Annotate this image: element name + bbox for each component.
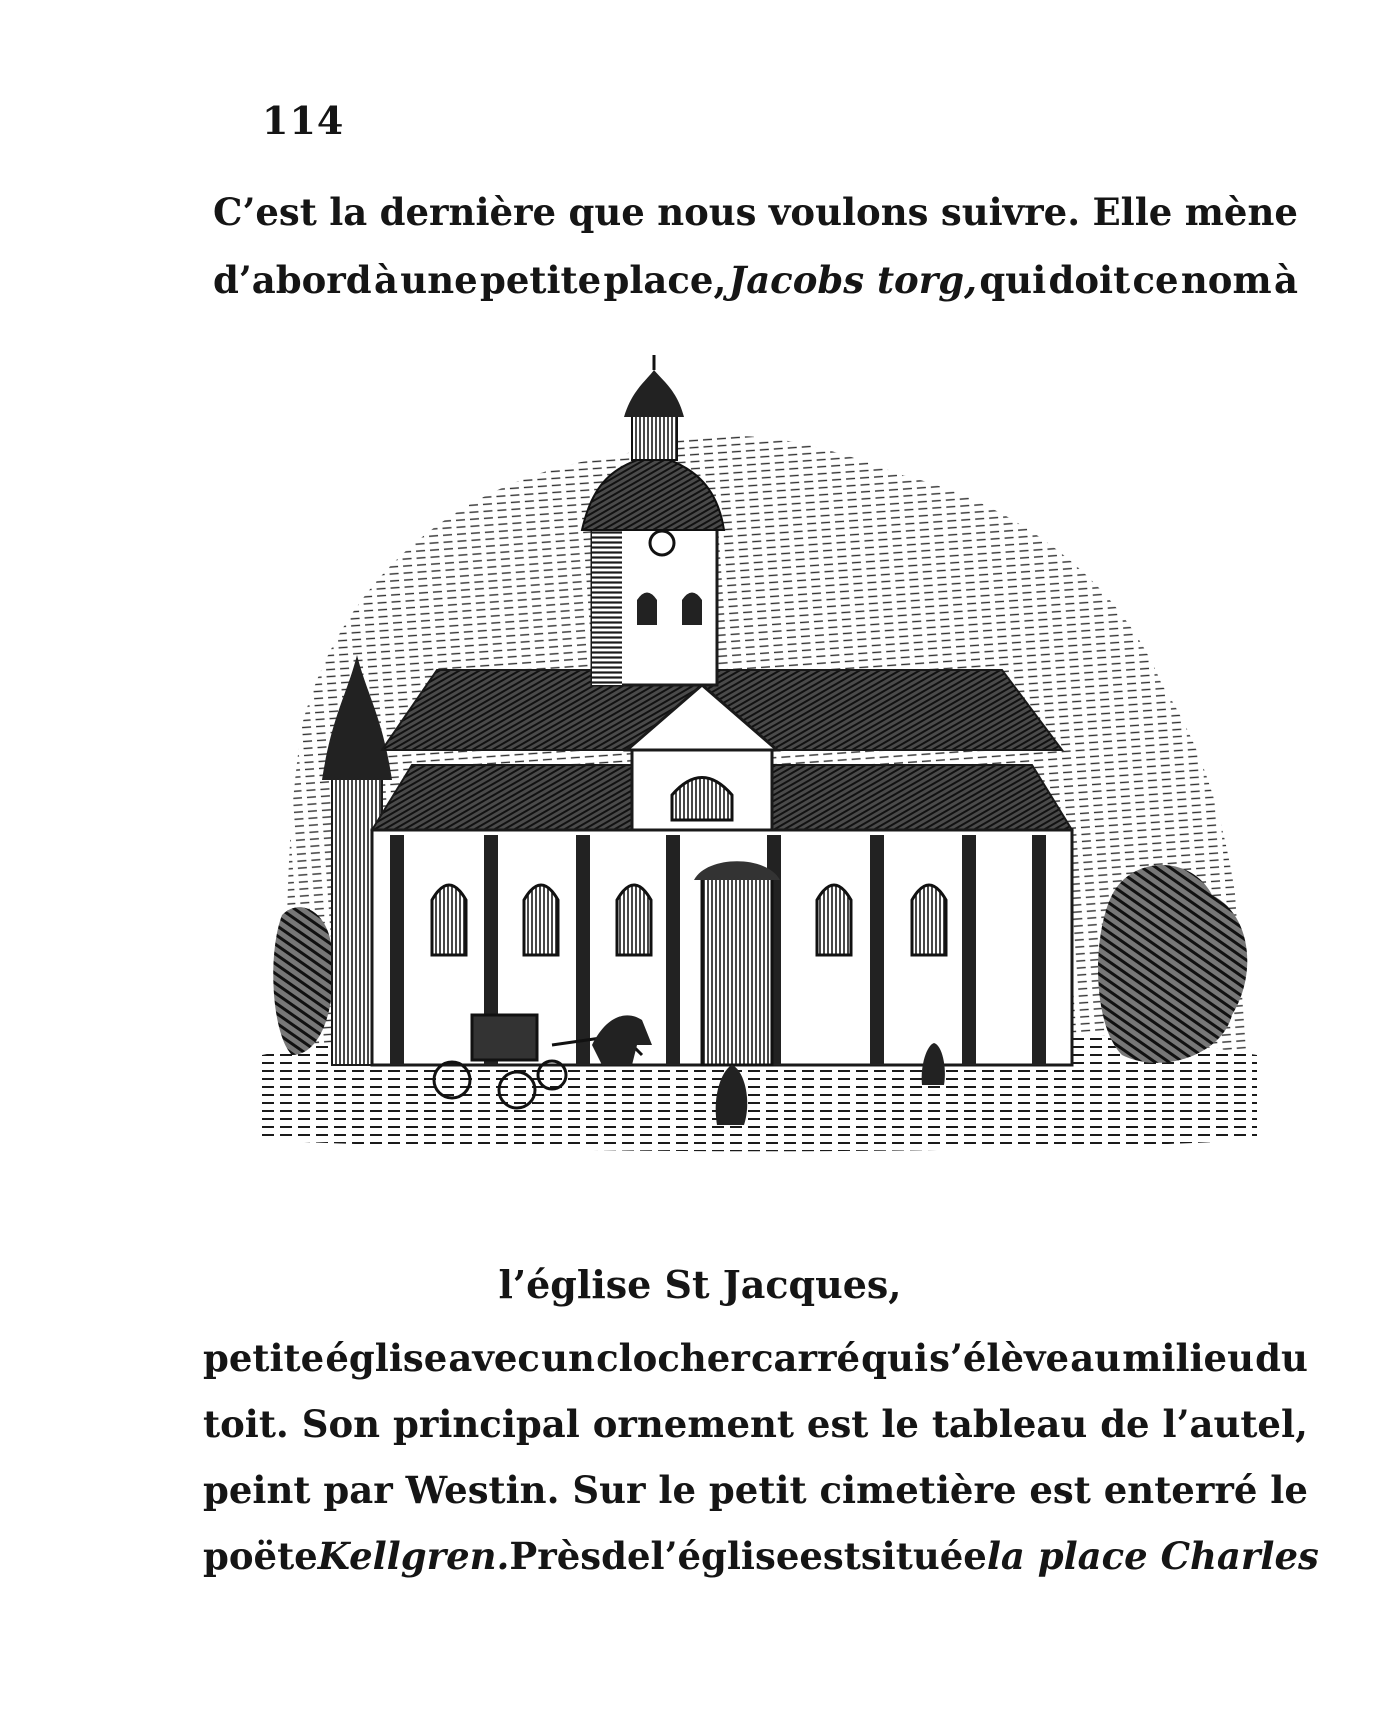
word: principal (392, 1402, 580, 1446)
word: est (799, 1534, 861, 1578)
word: Son (301, 1402, 381, 1446)
word: est (806, 1402, 869, 1446)
word: petite (479, 258, 602, 302)
page-number: 114 (262, 98, 345, 143)
word: que (568, 190, 645, 234)
word: l’église (650, 1534, 800, 1578)
word-italic: Jacobs torg, (728, 258, 977, 302)
word: la (329, 190, 368, 234)
word: le (658, 1468, 697, 1512)
word: ce (1132, 258, 1179, 302)
word: le (1270, 1468, 1308, 1512)
word: nous (657, 190, 757, 234)
word: église (325, 1336, 448, 1380)
word: à (1273, 258, 1298, 302)
word: doit (1048, 258, 1131, 302)
word: avec (448, 1336, 540, 1380)
word: à (373, 258, 398, 302)
word: mène (1184, 190, 1298, 234)
lantern (632, 415, 677, 460)
portal (702, 875, 772, 1065)
word: au (1070, 1336, 1122, 1380)
word: Sur (572, 1468, 646, 1512)
word: clocher (596, 1336, 750, 1380)
word: un (541, 1336, 595, 1380)
word: peint (203, 1468, 311, 1512)
word: toit. (203, 1402, 289, 1446)
word: de (601, 1534, 651, 1578)
word: nom (1180, 258, 1272, 302)
word: enterré (1103, 1468, 1258, 1512)
word: l’autel, (1162, 1402, 1308, 1446)
word: qui (979, 258, 1047, 302)
text-line (203, 1468, 1308, 1512)
word: tableau (931, 1402, 1088, 1446)
text-line (203, 1534, 1319, 1578)
church-engraving (262, 355, 1257, 1230)
word: suivre. (940, 190, 1081, 234)
word: voulons (768, 190, 929, 234)
word: une (400, 258, 478, 302)
word: est (1029, 1468, 1091, 1512)
word: carré (750, 1336, 861, 1380)
word: milieu (1122, 1336, 1254, 1380)
word: d’abord (213, 258, 372, 302)
word: par (323, 1468, 393, 1512)
word: cimetière (819, 1468, 1017, 1512)
text-line (213, 190, 1298, 234)
text-line (213, 258, 1298, 302)
word: ornement (592, 1402, 794, 1446)
clock (650, 531, 674, 555)
word: Elle (1092, 190, 1173, 234)
text-line (203, 1402, 1308, 1446)
word: le (881, 1402, 919, 1446)
word: de (1100, 1402, 1150, 1446)
word-italic: la place Charles (986, 1534, 1319, 1578)
word: place, (603, 258, 727, 302)
figure-caption: l’église St Jacques, (498, 1262, 902, 1307)
word: petit (708, 1468, 807, 1512)
word: située (860, 1534, 987, 1578)
word-italic: Kellgren. (317, 1534, 510, 1578)
word: Westin. (405, 1468, 560, 1512)
word: du (1255, 1336, 1308, 1380)
word: Près (509, 1534, 602, 1578)
word: dernière (379, 190, 557, 234)
word: qui (861, 1336, 928, 1380)
word: s’élève (929, 1336, 1070, 1380)
text-line (203, 1336, 1308, 1380)
word: petite (203, 1336, 325, 1380)
word: poëte (203, 1534, 318, 1578)
word: C’est (213, 190, 317, 234)
